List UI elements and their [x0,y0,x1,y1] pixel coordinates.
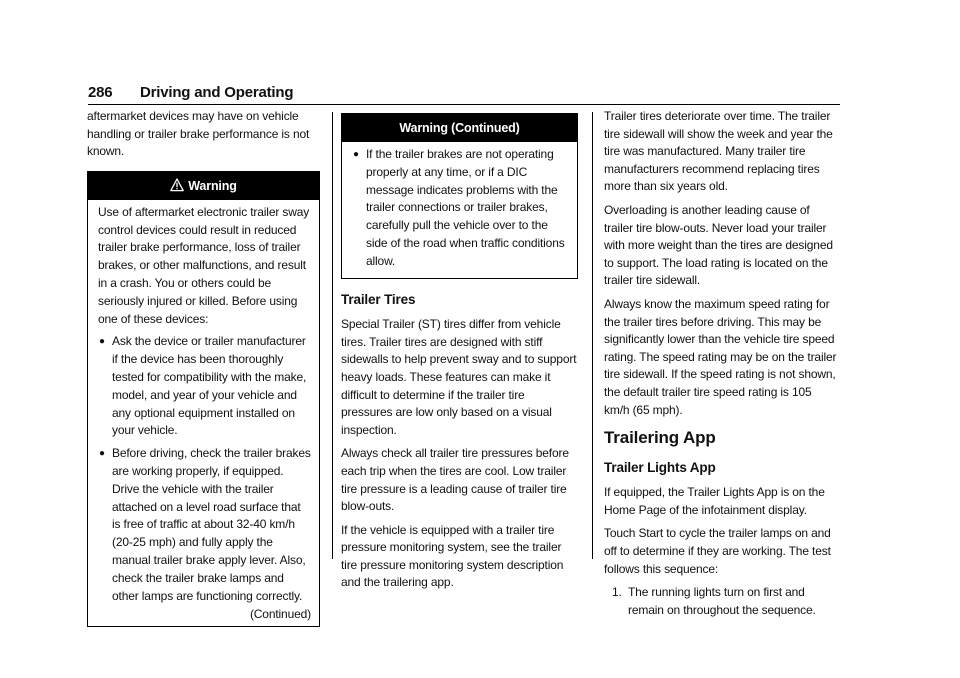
column-divider-2 [592,112,593,559]
continued-label: (Continued) [249,607,311,622]
numbered-list-item [604,584,840,619]
warning-title-bar: Warning (Continued) [342,114,577,142]
bullet-text: If the trailer brakes are not operating properly at any time, or if a DIC message indicates problems with the trailer connections or trailer brakes, carefully pull the vehicle over to the side of the road when traffic conditions allow. [366,147,565,268]
paragraph: Trailer tires deteriorate over time. The trailer tire sidewall will show the week and year the tire was manufactured. Many trailer tire manufacturers recommend replacing tires more than six years old. [604,109,833,194]
page-number: 286 [88,84,113,101]
column-1 [87,108,320,627]
warning-title-bar [88,172,319,200]
list-text: The running lights turn on first and remain on throughout the sequence. [628,585,816,617]
paragraph: Always know the maximum speed rating for the trailer tires before driving. This may be significantly lower than the vehicle tire speed rating. The speed rating may be on the trailer tire sidewall. If the speed rating is not shown, the default trailer tire speed rating is 105 km/h (65 mph). [604,296,837,417]
warning-bullet [98,333,311,440]
paragraph: Touch Start to cycle the trailer lamps on and off to determine if they are working. The test follows this sequence: [604,526,831,576]
header-rule [88,104,840,105]
warning-bullet [98,445,311,605]
warning-body [342,142,577,278]
paragraph: If equipped, the Trailer Lights App is on the Home Page of the infotainment display. [604,485,825,517]
list-number: 1. [612,585,622,600]
subheading-trailer-tires: Trailer Tires [341,291,416,307]
column-3 [604,108,840,619]
paragraph: Special Trailer (ST) tires differ from vehicle tires. Trailer tires are designed with stiff sidewalls to help prevent sway and to support heavy loads. These features can make it difficult to determine if the trailer tire pressures are low only based on a visual inspection. [341,317,577,437]
bullet-text: Before driving, check the trailer brakes are working properly, if equipped. Drive the vehicle with the trailer attached on a level road surface that is free of traffic at about 32-40 km/h (20-25 mph) and fully apply the manual trailer brake apply lever. Also, check the trailer brake lamps and other lamps are functioning correctly. [112,446,311,603]
warning-bullet [352,146,569,271]
column-2 [341,108,578,598]
warning-box [87,171,320,627]
heading-trailering-app: Trailering App [604,428,716,448]
warning-triangle-icon [170,178,184,192]
column-divider-1 [332,112,333,559]
paragraph: Overloading is another leading cause of trailer tire blow-outs. Never load your trailer with more weight than the tires are designed to support. The load rating is located on the trailer tire sidewall. [604,202,833,288]
section-title: Driving and Operating [140,84,294,101]
warning-box-continued [341,113,578,279]
intro-paragraph: aftermarket devices may have on vehicle handling or trailer brake performance is not known. [87,109,310,159]
paragraph: If the vehicle is equipped with a trailer tire pressure monitoring system, see the trailer tire pressure monitoring system description and the trailering app. [341,522,564,590]
paragraph: Always check all trailer tire pressures before each trip when the tires are cool. Low trailer tire pressure is a leading cause of trailer tire blow-outs. [341,446,569,514]
warning-text: Use of aftermarket electronic trailer sway control devices could result in reduced trailer brake performance, loss of trailer brakes, or other malfunctions, and result in a crash. You or others could be seriously injured or killed. Before using one of these devices: [98,204,310,326]
subheading-trailer-lights-app: Trailer Lights App [604,459,716,475]
page-header [88,84,840,104]
bullet-dot-icon: ● [353,149,359,160]
bullet-dot-icon: ● [99,336,105,348]
warning-body [88,200,319,626]
bullet-dot-icon: ● [99,448,105,460]
warning-title: Warning [188,178,237,193]
bullet-text: Ask the device or trailer manufacturer if the device has been thoroughly tested for compatibility with the make, model, and year of your vehicle and any optional equipment installed on your vehicle. [112,334,307,438]
